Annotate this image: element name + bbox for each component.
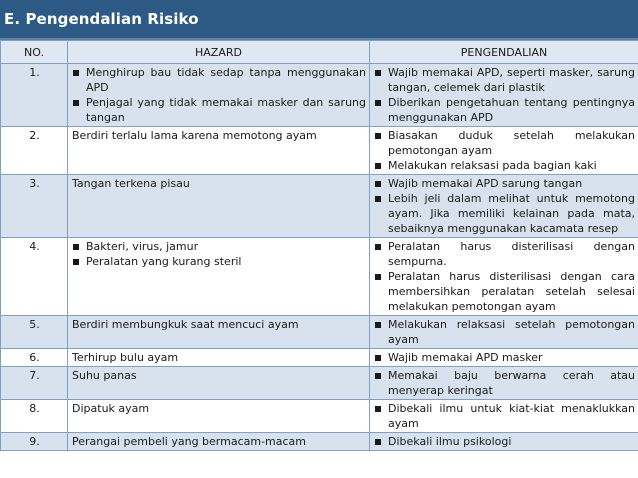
row-number: 1. — [1, 64, 68, 127]
control-text: Peralatan harus disterilisasi dengan sempurna. — [388, 240, 635, 268]
control-cell — [370, 238, 638, 316]
row-number: 7. — [1, 367, 68, 400]
hazard-text: Peralatan yang kurang steril — [86, 255, 242, 268]
hazard-item — [72, 254, 366, 269]
control-item — [374, 269, 635, 314]
hazard-text: Berdiri terlalu lama karena memotong ayam — [72, 129, 317, 142]
control-cell — [370, 127, 638, 175]
hazard-cell — [68, 349, 370, 367]
control-item — [374, 176, 635, 191]
table-header-row — [1, 41, 638, 64]
hazard-text: Suhu panas — [72, 369, 137, 382]
square-bullet-icon — [73, 100, 79, 106]
control-list — [374, 368, 635, 398]
row-number: 5. — [1, 316, 68, 349]
square-bullet-icon — [375, 133, 381, 139]
hazard-cell — [68, 127, 370, 175]
slide-header — [0, 0, 638, 40]
control-text: Memakai baju berwarna cerah atau menyerap keringat — [388, 369, 635, 397]
control-item — [374, 65, 635, 95]
column-header-control: PENGENDALIAN — [370, 41, 638, 64]
square-bullet-icon — [375, 181, 381, 187]
control-item — [374, 368, 635, 398]
control-item — [374, 350, 635, 365]
table-row — [1, 316, 638, 349]
section-title: E. Pengendalian Risiko — [4, 10, 199, 28]
control-cell — [370, 349, 638, 367]
control-item — [374, 317, 635, 347]
control-text: Diberikan pengetahuan tentang pentingnya menggunakan APD — [388, 96, 635, 124]
hazard-cell — [68, 238, 370, 316]
column-header-hazard: HAZARD — [68, 41, 370, 64]
hazard-text: Menghirup bau tidak sedap tanpa menggunakan APD — [86, 66, 366, 94]
control-list — [374, 401, 635, 431]
control-list — [374, 317, 635, 347]
hazard-item — [72, 65, 366, 95]
control-text: Wajib memakai APD masker — [388, 351, 543, 364]
square-bullet-icon — [375, 322, 381, 328]
hazard-cell — [68, 367, 370, 400]
hazard-cell — [68, 400, 370, 433]
square-bullet-icon — [375, 274, 381, 280]
control-cell — [370, 175, 638, 238]
square-bullet-icon — [375, 70, 381, 76]
control-text: Melakukan relaksasi setelah pemotongan ayam — [388, 318, 635, 346]
square-bullet-icon — [375, 196, 381, 202]
square-bullet-icon — [375, 439, 381, 445]
control-text: Lebih jeli dalam melihat untuk memotong ayam. Jika memiliki kelainan pada mata, sebaiknya menggunakan kacamata resep — [388, 192, 635, 235]
table-row — [1, 367, 638, 400]
row-number: 2. — [1, 127, 68, 175]
hazard-text: Dipatuk ayam — [72, 402, 150, 415]
control-cell — [370, 433, 638, 451]
hazard-text: Bakteri, virus, jamur — [86, 240, 199, 253]
control-cell — [370, 316, 638, 349]
hazard-list — [72, 239, 366, 269]
square-bullet-icon — [375, 163, 381, 169]
table-row — [1, 349, 638, 367]
control-cell — [370, 367, 638, 400]
hazard-text: Tangan terkena pisau — [72, 177, 190, 190]
row-number: 3. — [1, 175, 68, 238]
control-cell — [370, 400, 638, 433]
control-list — [374, 434, 635, 449]
control-item — [374, 401, 635, 431]
hazard-cell — [68, 64, 370, 127]
square-bullet-icon — [73, 244, 79, 250]
control-item — [374, 434, 635, 449]
table-row — [1, 127, 638, 175]
table-row — [1, 238, 638, 316]
row-number: 9. — [1, 433, 68, 451]
control-text: Wajib memakai APD sarung tangan — [388, 177, 583, 190]
hazard-text: Perangai pembeli yang bermacam-macam — [72, 435, 307, 448]
control-list — [374, 350, 635, 365]
control-text: Dibekali ilmu untuk kiat-kiat menaklukkan ayam — [388, 402, 635, 430]
hazard-item — [72, 95, 366, 125]
table-row — [1, 400, 638, 433]
control-text: Biasakan duduk setelah melakukan pemotongan ayam — [388, 129, 635, 157]
row-number: 4. — [1, 238, 68, 316]
control-text: Wajib memakai APD, seperti masker, sarung tangan, celemek dari plastik — [388, 66, 635, 94]
hazard-cell — [68, 316, 370, 349]
hazard-item — [72, 239, 366, 254]
risk-control-table — [0, 40, 638, 451]
square-bullet-icon — [375, 355, 381, 361]
row-number: 8. — [1, 400, 68, 433]
table-row — [1, 175, 638, 238]
square-bullet-icon — [375, 100, 381, 106]
hazard-text: Terhirup bulu ayam — [72, 351, 179, 364]
hazard-list — [72, 65, 366, 125]
control-item — [374, 128, 635, 158]
control-text: Melakukan relaksasi pada bagian kaki — [388, 159, 597, 172]
square-bullet-icon — [375, 244, 381, 250]
control-text: Peralatan harus disterilisasi dengan cara membersihkan peralatan setelah selesai melakukan pemotongan ayam — [388, 270, 635, 313]
hazard-text: Penjagal yang tidak memakai masker dan sarung tangan — [86, 96, 366, 124]
hazard-text: Berdiri membungkuk saat mencuci ayam — [72, 318, 299, 331]
square-bullet-icon — [73, 70, 79, 76]
control-list — [374, 176, 635, 236]
control-list — [374, 128, 635, 173]
table-row — [1, 433, 638, 451]
hazard-cell — [68, 433, 370, 451]
row-number: 6. — [1, 349, 68, 367]
hazard-cell — [68, 175, 370, 238]
control-item — [374, 191, 635, 236]
control-list — [374, 239, 635, 314]
square-bullet-icon — [73, 259, 79, 265]
control-item — [374, 158, 635, 173]
control-item — [374, 95, 635, 125]
control-text: Dibekali ilmu psikologi — [388, 435, 512, 448]
control-cell — [370, 64, 638, 127]
risk-control-table-container — [0, 40, 638, 478]
square-bullet-icon — [375, 373, 381, 379]
square-bullet-icon — [375, 406, 381, 412]
column-header-no: NO. — [1, 41, 68, 64]
control-item — [374, 239, 635, 269]
control-list — [374, 65, 635, 125]
table-row — [1, 64, 638, 127]
